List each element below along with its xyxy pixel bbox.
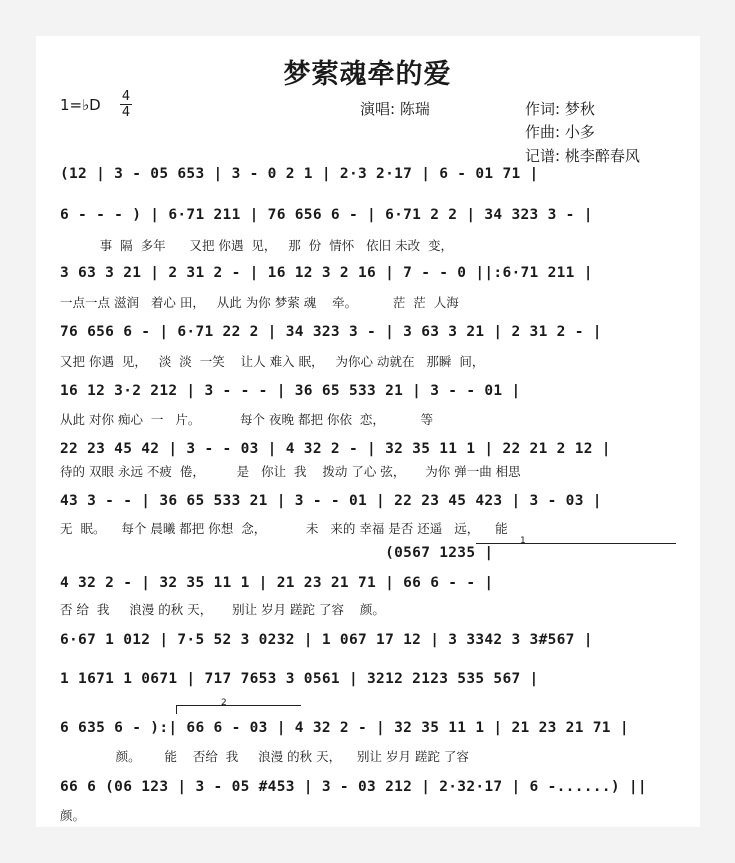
score-line-3-lyrics: 一点一点 滋润 着心 田， 从此 为你 梦萦 魂 牵。 茫 茫 人海 xyxy=(60,295,459,310)
score-line-4-notes: 76 656 6 - | 6·71 22 2 | 34 323 3 - | 3 63 3 21 | 2 31 2 - | xyxy=(60,324,602,340)
score-line-5-lyrics: 从此 对你 痴心 一 片。 每个 夜晚 都把 你依 恋， 等 xyxy=(60,412,434,427)
volta-bracket-2 xyxy=(176,698,301,714)
volta-1-number: 1 xyxy=(520,536,526,546)
time-signature-bottom: 4 xyxy=(121,105,131,120)
lyricist-credit: 作词: 梦秋 xyxy=(525,100,595,118)
score-line-6-notes: 22 23 45 42 | 3 - - 03 | 4 32 2 - | 32 35 11 1 | 22 21 2 12 | xyxy=(60,441,611,457)
score-line-4-lyrics: 又把 你遇 见， 淡 淡 一笑 让人 难入 眠， 为你心 动就在 那瞬 间， xyxy=(60,354,485,369)
song-title: 梦萦魂牵的爱 xyxy=(283,59,452,90)
score-line-5-notes: 16 12 3·2 212 | 3 - - - | 36 65 533 21 | 3 - - 01 | xyxy=(60,383,521,399)
score-line-7-notes: 43 3 - - | 36 65 533 21 | 3 - - 01 | 22 23 45 423 | 3 - 03 | xyxy=(60,493,602,509)
score-line-3-notes: 3 63 3 21 | 2 31 2 - | 16 12 3 2 16 | 7 - - 0 ||:6·71 211 | xyxy=(60,265,593,281)
score-line-11-notes: 1 1671 1 0671 | 717 7653 3 0561 | 3212 2123 535 567 | xyxy=(60,671,539,687)
score-line-7-lyrics: 无 眠。 每个 晨曦 都把 你想 念， 未 来的 幸福 是否 还遥 远， 能 xyxy=(60,521,508,536)
score-line-9-lyrics: 否 给 我 浪漫 的秋 天， 别让 岁月 蹉跎 了容 颜。 xyxy=(60,602,385,617)
score-line-1-notes: (12 | 3 - 05 653 | 3 - 0 2 1 | 2·3 2·17 | 6 - 01 71 | xyxy=(60,166,539,182)
transcriber-credit: 记谱: 桃李醉春风 xyxy=(525,147,640,165)
time-signature-top: 4 xyxy=(121,89,131,104)
time-signature xyxy=(120,90,132,119)
score-line-12-lyrics: 颜。 能 否给 我 浪漫 的秋 天， 别让 岁月 蹉跎 了容 xyxy=(60,749,469,764)
score-line-2-notes: 6 - - - ) | 6·71 211 | 76 656 6 - | 6·71 2 2 | 34 323 3 - | xyxy=(60,207,593,223)
score-line-13-lyrics: 颜。 xyxy=(60,808,86,823)
score-line-2-lyrics: 事 隔 多年 又把 你遇 见， 那 份 情怀 依旧 未改 变， xyxy=(60,238,454,253)
score-line-6-lyrics: 待的 双眼 永远 不疲 倦， 是 你让 我 拨动 了心 弦， 为你 弹一曲 相思 xyxy=(60,464,521,479)
score-line-8-notes: (0567 1235 | xyxy=(60,545,494,561)
score-line-13-notes: 66 6 (06 123 | 3 - 05 #453 | 3 - 03 212 | 2·32·17 | 6 -......) || xyxy=(60,779,647,795)
composer-credit: 作曲: 小多 xyxy=(525,123,595,141)
score-line-12-notes: 6 635 6 - ):| 66 6 - 03 | 4 32 2 - | 32 35 11 1 | 21 23 21 71 | xyxy=(60,720,629,736)
key-signature: 1=♭D xyxy=(60,96,101,114)
score-line-10-notes: 6·67 1 012 | 7·5 52 3 0232 | 1 067 17 12 | 3 3342 3 3#567 | xyxy=(60,632,593,648)
singer-credit: 演唱: 陈瑞 xyxy=(360,100,430,118)
volta-2-number: 2 xyxy=(221,698,227,708)
score-line-9-notes: 4 32 2 - | 32 35 11 1 | 21 23 21 71 | 66 6 - - | xyxy=(60,575,494,591)
